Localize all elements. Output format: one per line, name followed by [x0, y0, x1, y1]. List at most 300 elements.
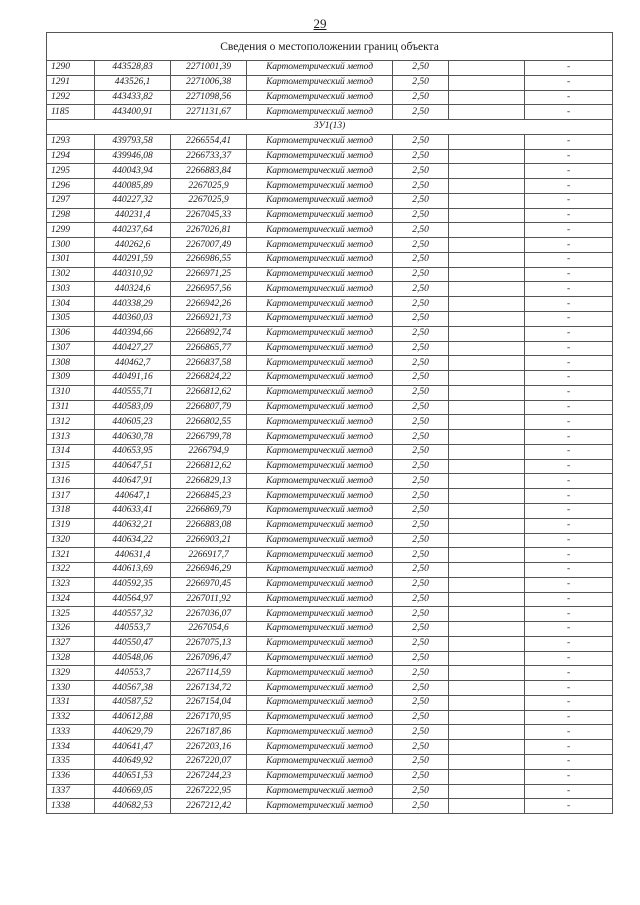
- note-cell: -: [525, 282, 613, 297]
- method-cell: Картометрический метод: [247, 164, 393, 179]
- x-coordinate-cell: 440360,03: [95, 312, 171, 327]
- y-coordinate-cell: 2267025,9: [171, 193, 247, 208]
- y-coordinate-cell: 2266812,62: [171, 385, 247, 400]
- note-cell: -: [525, 297, 613, 312]
- description-cell: [449, 400, 525, 415]
- x-coordinate-cell: 440227,32: [95, 193, 171, 208]
- description-cell: [449, 312, 525, 327]
- method-cell: Картометрический метод: [247, 356, 393, 371]
- note-cell: -: [525, 474, 613, 489]
- accuracy-cell: 2,50: [393, 563, 449, 578]
- note-cell: -: [525, 577, 613, 592]
- method-cell: Картометрический метод: [247, 282, 393, 297]
- description-cell: [449, 799, 525, 814]
- table-row: [47, 312, 613, 327]
- point-number-cell: 1338: [47, 799, 95, 814]
- y-coordinate-cell: 2266869,79: [171, 503, 247, 518]
- y-coordinate-cell: 2267045,33: [171, 208, 247, 223]
- method-cell: Картометрический метод: [247, 90, 393, 105]
- x-coordinate-cell: 443528,83: [95, 61, 171, 76]
- method-cell: Картометрический метод: [247, 489, 393, 504]
- description-cell: [449, 238, 525, 253]
- method-cell: Картометрический метод: [247, 548, 393, 563]
- point-number-cell: 1296: [47, 179, 95, 194]
- method-cell: Картометрический метод: [247, 769, 393, 784]
- note-cell: -: [525, 400, 613, 415]
- y-coordinate-cell: 2266807,79: [171, 400, 247, 415]
- accuracy-cell: 2,50: [393, 577, 449, 592]
- note-cell: -: [525, 681, 613, 696]
- note-cell: -: [525, 754, 613, 769]
- description-cell: [449, 179, 525, 194]
- note-cell: -: [525, 61, 613, 76]
- description-cell: [449, 695, 525, 710]
- point-number-cell: 1290: [47, 61, 95, 76]
- table-row: [47, 769, 613, 784]
- description-cell: [449, 681, 525, 696]
- accuracy-cell: 2,50: [393, 134, 449, 149]
- x-coordinate-cell: 440641,47: [95, 740, 171, 755]
- y-coordinate-cell: 2267134,72: [171, 681, 247, 696]
- method-cell: Картометрический метод: [247, 799, 393, 814]
- description-cell: [449, 105, 525, 120]
- y-coordinate-cell: 2267026,81: [171, 223, 247, 238]
- note-cell: -: [525, 252, 613, 267]
- accuracy-cell: 2,50: [393, 474, 449, 489]
- x-coordinate-cell: 440583,09: [95, 400, 171, 415]
- method-cell: Картометрический метод: [247, 105, 393, 120]
- description-cell: [449, 666, 525, 681]
- accuracy-cell: 2,50: [393, 105, 449, 120]
- method-cell: Картометрический метод: [247, 267, 393, 282]
- x-coordinate-cell: 440649,92: [95, 754, 171, 769]
- x-coordinate-cell: 440653,95: [95, 444, 171, 459]
- table-title-row: [47, 33, 613, 61]
- y-coordinate-cell: 2266799,78: [171, 430, 247, 445]
- point-number-cell: 1292: [47, 90, 95, 105]
- point-number-cell: 1185: [47, 105, 95, 120]
- method-cell: Картометрический метод: [247, 784, 393, 799]
- description-cell: [449, 622, 525, 637]
- y-coordinate-cell: 2266946,29: [171, 563, 247, 578]
- note-cell: -: [525, 164, 613, 179]
- note-cell: -: [525, 430, 613, 445]
- x-coordinate-cell: 440043,94: [95, 164, 171, 179]
- accuracy-cell: 2,50: [393, 252, 449, 267]
- note-cell: -: [525, 223, 613, 238]
- table-row: [47, 459, 613, 474]
- table-row: [47, 341, 613, 356]
- accuracy-cell: 2,50: [393, 267, 449, 282]
- note-cell: -: [525, 267, 613, 282]
- description-cell: [449, 149, 525, 164]
- table-row: [47, 134, 613, 149]
- y-coordinate-cell: 2267154,04: [171, 695, 247, 710]
- accuracy-cell: 2,50: [393, 223, 449, 238]
- x-coordinate-cell: 440682,53: [95, 799, 171, 814]
- point-number-cell: 1333: [47, 725, 95, 740]
- table-row: [47, 164, 613, 179]
- y-coordinate-cell: 2266986,55: [171, 252, 247, 267]
- accuracy-cell: 2,50: [393, 666, 449, 681]
- accuracy-cell: 2,50: [393, 607, 449, 622]
- description-cell: [449, 297, 525, 312]
- note-cell: -: [525, 356, 613, 371]
- y-coordinate-cell: 2271098,56: [171, 90, 247, 105]
- table-row: [47, 474, 613, 489]
- x-coordinate-cell: 440633,41: [95, 503, 171, 518]
- y-coordinate-cell: 2267170,95: [171, 710, 247, 725]
- table-row: [47, 592, 613, 607]
- accuracy-cell: 2,50: [393, 740, 449, 755]
- accuracy-cell: 2,50: [393, 636, 449, 651]
- accuracy-cell: 2,50: [393, 371, 449, 386]
- point-number-cell: 1308: [47, 356, 95, 371]
- y-coordinate-cell: 2266892,74: [171, 326, 247, 341]
- note-cell: -: [525, 636, 613, 651]
- y-coordinate-cell: 2266824,22: [171, 371, 247, 386]
- description-cell: [449, 489, 525, 504]
- accuracy-cell: 2,50: [393, 61, 449, 76]
- table-row: [47, 754, 613, 769]
- accuracy-cell: 2,50: [393, 769, 449, 784]
- point-number-cell: 1311: [47, 400, 95, 415]
- x-coordinate-cell: 440085,89: [95, 179, 171, 194]
- x-coordinate-cell: 440550,47: [95, 636, 171, 651]
- accuracy-cell: 2,50: [393, 164, 449, 179]
- description-cell: [449, 592, 525, 607]
- y-coordinate-cell: 2267220,07: [171, 754, 247, 769]
- y-coordinate-cell: 2267075,13: [171, 636, 247, 651]
- description-cell: [449, 371, 525, 386]
- accuracy-cell: 2,50: [393, 282, 449, 297]
- description-cell: [449, 193, 525, 208]
- method-cell: Картометрический метод: [247, 474, 393, 489]
- note-cell: -: [525, 592, 613, 607]
- accuracy-cell: 2,50: [393, 503, 449, 518]
- description-cell: [449, 577, 525, 592]
- method-cell: Картометрический метод: [247, 149, 393, 164]
- method-cell: Картометрический метод: [247, 577, 393, 592]
- point-number-cell: 1304: [47, 297, 95, 312]
- table-row: [47, 577, 613, 592]
- table-row: [47, 607, 613, 622]
- accuracy-cell: 2,50: [393, 651, 449, 666]
- x-coordinate-cell: 440612,88: [95, 710, 171, 725]
- table-row: [47, 208, 613, 223]
- table-row: [47, 252, 613, 267]
- description-cell: [449, 636, 525, 651]
- point-number-cell: 1300: [47, 238, 95, 253]
- method-cell: Картометрический метод: [247, 622, 393, 637]
- table-row: [47, 267, 613, 282]
- note-cell: -: [525, 341, 613, 356]
- y-coordinate-cell: 2267114,59: [171, 666, 247, 681]
- accuracy-cell: 2,50: [393, 341, 449, 356]
- x-coordinate-cell: 440613,69: [95, 563, 171, 578]
- table-row: [47, 725, 613, 740]
- x-coordinate-cell: 440231,4: [95, 208, 171, 223]
- description-cell: [449, 415, 525, 430]
- method-cell: Картометрический метод: [247, 740, 393, 755]
- method-cell: Картометрический метод: [247, 710, 393, 725]
- y-coordinate-cell: 2266829,13: [171, 474, 247, 489]
- table-row: [47, 666, 613, 681]
- x-coordinate-cell: 440324,6: [95, 282, 171, 297]
- method-cell: Картометрический метод: [247, 681, 393, 696]
- note-cell: -: [525, 622, 613, 637]
- point-number-cell: 1297: [47, 193, 95, 208]
- description-cell: [449, 134, 525, 149]
- point-number-cell: 1295: [47, 164, 95, 179]
- point-number-cell: 1307: [47, 341, 95, 356]
- point-number-cell: 1303: [47, 282, 95, 297]
- note-cell: -: [525, 75, 613, 90]
- y-coordinate-cell: 2266970,45: [171, 577, 247, 592]
- method-cell: Картометрический метод: [247, 430, 393, 445]
- x-coordinate-cell: 440491,16: [95, 371, 171, 386]
- note-cell: -: [525, 208, 613, 223]
- x-coordinate-cell: 440629,79: [95, 725, 171, 740]
- method-cell: Картометрический метод: [247, 563, 393, 578]
- table-row: [47, 444, 613, 459]
- description-cell: [449, 356, 525, 371]
- x-coordinate-cell: 440262,6: [95, 238, 171, 253]
- y-coordinate-cell: 2267011,92: [171, 592, 247, 607]
- point-number-cell: 1318: [47, 503, 95, 518]
- x-coordinate-cell: 440587,52: [95, 695, 171, 710]
- note-cell: -: [525, 489, 613, 504]
- table-row: [47, 533, 613, 548]
- table-row: [47, 548, 613, 563]
- method-cell: Картометрический метод: [247, 312, 393, 327]
- point-number-cell: 1324: [47, 592, 95, 607]
- description-cell: [449, 208, 525, 223]
- table-row: [47, 149, 613, 164]
- y-coordinate-cell: 2266845,23: [171, 489, 247, 504]
- description-cell: [449, 725, 525, 740]
- note-cell: -: [525, 444, 613, 459]
- description-cell: [449, 518, 525, 533]
- point-number-cell: 1319: [47, 518, 95, 533]
- x-coordinate-cell: 440338,29: [95, 297, 171, 312]
- table-row: [47, 75, 613, 90]
- point-number-cell: 1323: [47, 577, 95, 592]
- point-number-cell: 1331: [47, 695, 95, 710]
- note-cell: -: [525, 533, 613, 548]
- table-row: [47, 400, 613, 415]
- table-row: [47, 636, 613, 651]
- x-coordinate-cell: 440647,1: [95, 489, 171, 504]
- point-number-cell: 1305: [47, 312, 95, 327]
- x-coordinate-cell: 440557,32: [95, 607, 171, 622]
- accuracy-cell: 2,50: [393, 754, 449, 769]
- method-cell: Картометрический метод: [247, 695, 393, 710]
- note-cell: -: [525, 725, 613, 740]
- y-coordinate-cell: 2267222,95: [171, 784, 247, 799]
- table-row: [47, 297, 613, 312]
- accuracy-cell: 2,50: [393, 430, 449, 445]
- x-coordinate-cell: 440634,22: [95, 533, 171, 548]
- section-row: [47, 120, 613, 135]
- y-coordinate-cell: 2266917,7: [171, 548, 247, 563]
- point-number-cell: 1332: [47, 710, 95, 725]
- x-coordinate-cell: 440605,23: [95, 415, 171, 430]
- accuracy-cell: 2,50: [393, 90, 449, 105]
- note-cell: -: [525, 149, 613, 164]
- description-cell: [449, 223, 525, 238]
- accuracy-cell: 2,50: [393, 415, 449, 430]
- x-coordinate-cell: 440555,71: [95, 385, 171, 400]
- note-cell: -: [525, 312, 613, 327]
- x-coordinate-cell: 440647,51: [95, 459, 171, 474]
- y-coordinate-cell: 2266802,55: [171, 415, 247, 430]
- description-cell: [449, 563, 525, 578]
- accuracy-cell: 2,50: [393, 385, 449, 400]
- point-number-cell: 1317: [47, 489, 95, 504]
- method-cell: Картометрический метод: [247, 371, 393, 386]
- y-coordinate-cell: 2266957,56: [171, 282, 247, 297]
- description-cell: [449, 341, 525, 356]
- x-coordinate-cell: 443400,91: [95, 105, 171, 120]
- point-number-cell: 1329: [47, 666, 95, 681]
- description-cell: [449, 267, 525, 282]
- accuracy-cell: 2,50: [393, 592, 449, 607]
- description-cell: [449, 430, 525, 445]
- note-cell: -: [525, 769, 613, 784]
- table-row: [47, 193, 613, 208]
- note-cell: -: [525, 799, 613, 814]
- table-row: [47, 740, 613, 755]
- y-coordinate-cell: 2266733,37: [171, 149, 247, 164]
- description-cell: [449, 784, 525, 799]
- point-number-cell: 1320: [47, 533, 95, 548]
- x-coordinate-cell: 440291,59: [95, 252, 171, 267]
- table-row: [47, 651, 613, 666]
- point-number-cell: 1330: [47, 681, 95, 696]
- point-number-cell: 1325: [47, 607, 95, 622]
- x-coordinate-cell: 440592,35: [95, 577, 171, 592]
- x-coordinate-cell: 440553,7: [95, 666, 171, 681]
- note-cell: -: [525, 134, 613, 149]
- note-cell: -: [525, 459, 613, 474]
- table-row: [47, 489, 613, 504]
- accuracy-cell: 2,50: [393, 518, 449, 533]
- page-number: 29: [313, 16, 327, 31]
- point-number-cell: 1336: [47, 769, 95, 784]
- table-row: [47, 430, 613, 445]
- note-cell: -: [525, 415, 613, 430]
- point-number-cell: 1294: [47, 149, 95, 164]
- y-coordinate-cell: 2266554,41: [171, 134, 247, 149]
- point-number-cell: 1316: [47, 474, 95, 489]
- accuracy-cell: 2,50: [393, 444, 449, 459]
- table-row: [47, 799, 613, 814]
- accuracy-cell: 2,50: [393, 725, 449, 740]
- method-cell: Картометрический метод: [247, 415, 393, 430]
- method-cell: Картометрический метод: [247, 400, 393, 415]
- x-coordinate-cell: 440394,66: [95, 326, 171, 341]
- accuracy-cell: 2,50: [393, 326, 449, 341]
- point-number-cell: 1298: [47, 208, 95, 223]
- description-cell: [449, 326, 525, 341]
- table-row: [47, 503, 613, 518]
- x-coordinate-cell: 439793,58: [95, 134, 171, 149]
- x-coordinate-cell: 440669,05: [95, 784, 171, 799]
- method-cell: Картометрический метод: [247, 134, 393, 149]
- method-cell: Картометрический метод: [247, 533, 393, 548]
- x-coordinate-cell: 440462,7: [95, 356, 171, 371]
- point-number-cell: 1309: [47, 371, 95, 386]
- note-cell: -: [525, 105, 613, 120]
- accuracy-cell: 2,50: [393, 193, 449, 208]
- table-row: [47, 282, 613, 297]
- accuracy-cell: 2,50: [393, 489, 449, 504]
- y-coordinate-cell: 2266837,58: [171, 356, 247, 371]
- x-coordinate-cell: 440237,64: [95, 223, 171, 238]
- y-coordinate-cell: 2266903,21: [171, 533, 247, 548]
- y-coordinate-cell: 2267187,86: [171, 725, 247, 740]
- method-cell: Картометрический метод: [247, 459, 393, 474]
- method-cell: Картометрический метод: [247, 636, 393, 651]
- table-row: [47, 681, 613, 696]
- point-number-cell: 1293: [47, 134, 95, 149]
- accuracy-cell: 2,50: [393, 784, 449, 799]
- note-cell: -: [525, 238, 613, 253]
- x-coordinate-cell: 440310,92: [95, 267, 171, 282]
- y-coordinate-cell: 2271006,38: [171, 75, 247, 90]
- table-body: [47, 33, 613, 814]
- table-row: [47, 90, 613, 105]
- table-title: Сведения о местоположении границ объекта: [47, 33, 613, 61]
- table-row: [47, 61, 613, 76]
- table-row: [47, 371, 613, 386]
- method-cell: Картометрический метод: [247, 341, 393, 356]
- accuracy-cell: 2,50: [393, 681, 449, 696]
- note-cell: -: [525, 193, 613, 208]
- y-coordinate-cell: 2271001,39: [171, 61, 247, 76]
- x-coordinate-cell: 439946,08: [95, 149, 171, 164]
- method-cell: Картометрический метод: [247, 444, 393, 459]
- accuracy-cell: 2,50: [393, 356, 449, 371]
- method-cell: Картометрический метод: [247, 238, 393, 253]
- table-row: [47, 326, 613, 341]
- description-cell: [449, 607, 525, 622]
- method-cell: Картометрический метод: [247, 252, 393, 267]
- table-row: [47, 356, 613, 371]
- y-coordinate-cell: 2266971,25: [171, 267, 247, 282]
- method-cell: Картометрический метод: [247, 193, 393, 208]
- table-row: [47, 105, 613, 120]
- note-cell: -: [525, 563, 613, 578]
- point-number-cell: 1335: [47, 754, 95, 769]
- method-cell: Картометрический метод: [247, 518, 393, 533]
- accuracy-cell: 2,50: [393, 179, 449, 194]
- point-number-cell: 1321: [47, 548, 95, 563]
- accuracy-cell: 2,50: [393, 297, 449, 312]
- description-cell: [449, 474, 525, 489]
- table-row: [47, 695, 613, 710]
- y-coordinate-cell: 2267212,42: [171, 799, 247, 814]
- method-cell: Картометрический метод: [247, 75, 393, 90]
- description-cell: [449, 459, 525, 474]
- point-number-cell: 1328: [47, 651, 95, 666]
- method-cell: Картометрический метод: [247, 208, 393, 223]
- description-cell: [449, 385, 525, 400]
- note-cell: -: [525, 371, 613, 386]
- y-coordinate-cell: 2266921,73: [171, 312, 247, 327]
- note-cell: -: [525, 548, 613, 563]
